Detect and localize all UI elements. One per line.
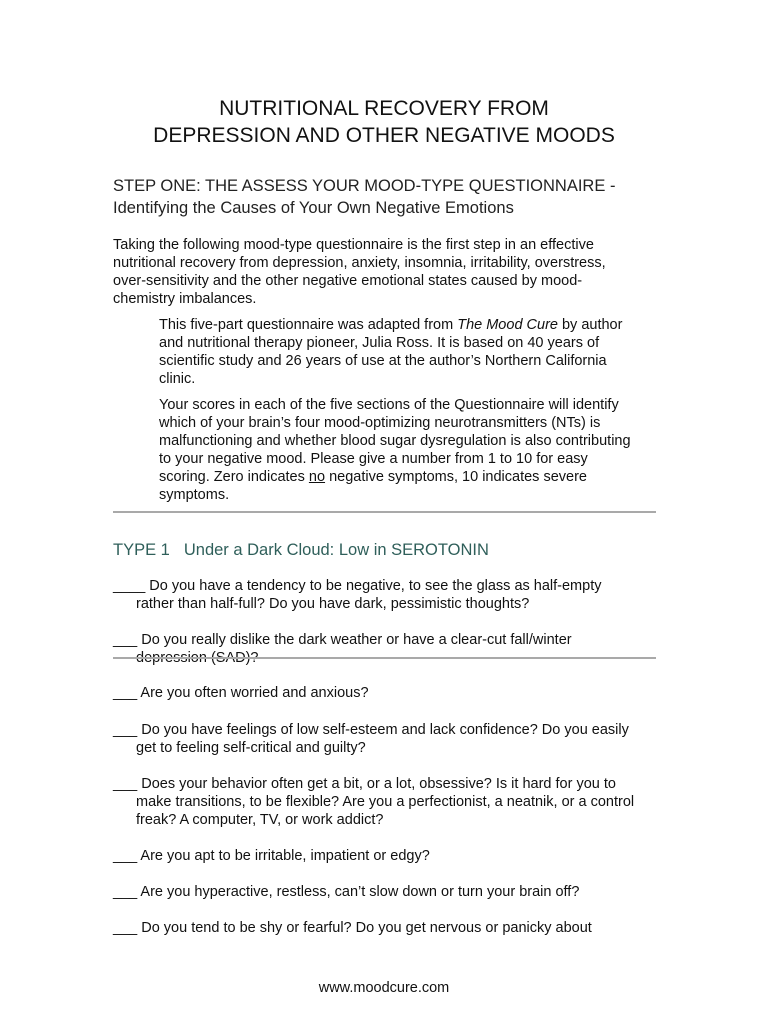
source-line: and nutritional therapy pioneer, Julia Ross. It is based on 40 years of [159, 335, 600, 351]
question-item [113, 631, 673, 667]
scoring-line: symptoms. [159, 487, 230, 503]
intro-line: over-sensitivity and the other negative emotional states caused by mood- [113, 273, 583, 289]
step-heading-line-2: Identifying the Causes of Your Own Negative Emotions [113, 199, 514, 217]
scoring-line: which of your brain’s four mood-optimizing neurotransmitters (NTs) is [159, 415, 601, 431]
source-line: clinic. [159, 371, 196, 387]
underlined-no: no [308, 469, 326, 485]
question-line: freak? A computer, TV, or work addict? [136, 812, 384, 828]
scoring-line-5 [159, 468, 659, 486]
type-1-title: Under a Dark Cloud: Low in SEROTONIN [183, 541, 489, 559]
intro-line: chemistry imbalances. [113, 291, 257, 307]
question-item [113, 577, 673, 613]
question-line: ___ Are you often worried and anxious? [113, 685, 369, 701]
scoring-line-5-pre: scoring. Zero indicates [159, 469, 309, 485]
question-line: depression (SAD)? [136, 650, 259, 666]
book-title: The Mood Cure [457, 317, 558, 333]
question-line: ___ Do you tend to be shy or fearful? Do you get nervous or panicky about [113, 920, 592, 936]
source-line-1 [159, 316, 659, 334]
source-line-1-pre: This five-part questionnaire was adapted from [159, 317, 458, 333]
source-line-1-post: by author [557, 317, 623, 333]
scoring-line: Your scores in each of the five sections of the Questionnaire will identify [159, 397, 619, 413]
source-line: scientific study and 26 years of use at the author’s Northern California [159, 353, 607, 369]
step-one-heading [113, 175, 673, 219]
question-line: ___ Do you have feelings of low self-esteem and lack confidence? Do you easily [113, 722, 629, 738]
question-line: ___ Are you hyperactive, restless, can’t slow down or turn your brain off? [113, 884, 580, 900]
question-item [113, 919, 673, 937]
section-divider [113, 511, 656, 513]
question-item [113, 847, 673, 865]
question-line: make transitions, to be flexible? Are you a perfectionist, a neatnik, or a control [136, 794, 635, 810]
question-line: rather than half-full? Do you have dark, pessimistic thoughts? [136, 596, 530, 612]
question-item [113, 721, 673, 757]
question-line: ___ Do you really dislike the dark weather or have a clear-cut fall/winter [113, 632, 572, 648]
intro-paragraph [113, 236, 673, 308]
question-line: get to feeling self-critical and guilty? [136, 740, 366, 756]
page-title [0, 95, 768, 149]
title-line-1: NUTRITIONAL RECOVERY FROM [219, 97, 549, 120]
question-line: ___ Does your behavior often get a bit, or a lot, obsessive? Is it hard for you to [113, 776, 616, 792]
title-line-2: DEPRESSION AND OTHER NEGATIVE MOODS [153, 124, 615, 147]
intro-line: nutritional recovery from depression, anxiety, insomnia, irritability, overstress, [113, 255, 606, 271]
question-item [113, 775, 673, 829]
scoring-instructions-paragraph [159, 396, 659, 504]
scoring-line: malfunctioning and whether blood sugar dysregulation is also contributing [159, 433, 631, 449]
type-1-heading [113, 539, 489, 561]
step-heading-line-1: STEP ONE: THE ASSESS YOUR MOOD-TYPE QUESTIONNAIRE - [113, 177, 616, 195]
page-break-divider [113, 657, 656, 659]
question-item [113, 883, 673, 901]
question-line: ___ Are you apt to be irritable, impatient or edgy? [113, 848, 430, 864]
type-1-label: TYPE 1 [113, 541, 170, 559]
question-line: ____ Do you have a tendency to be negative, to see the glass as half-empty [113, 578, 602, 594]
intro-line: Taking the following mood-type questionnaire is the first step in an effective [113, 237, 594, 253]
questionnaire-source-paragraph [159, 316, 659, 388]
scoring-line-5-post: negative symptoms, 10 indicates severe [325, 469, 587, 485]
footer-website: www.moodcure.com [318, 980, 450, 996]
question-item [113, 684, 673, 702]
scoring-line: to your negative mood. Please give a number from 1 to 10 for easy [159, 451, 588, 467]
